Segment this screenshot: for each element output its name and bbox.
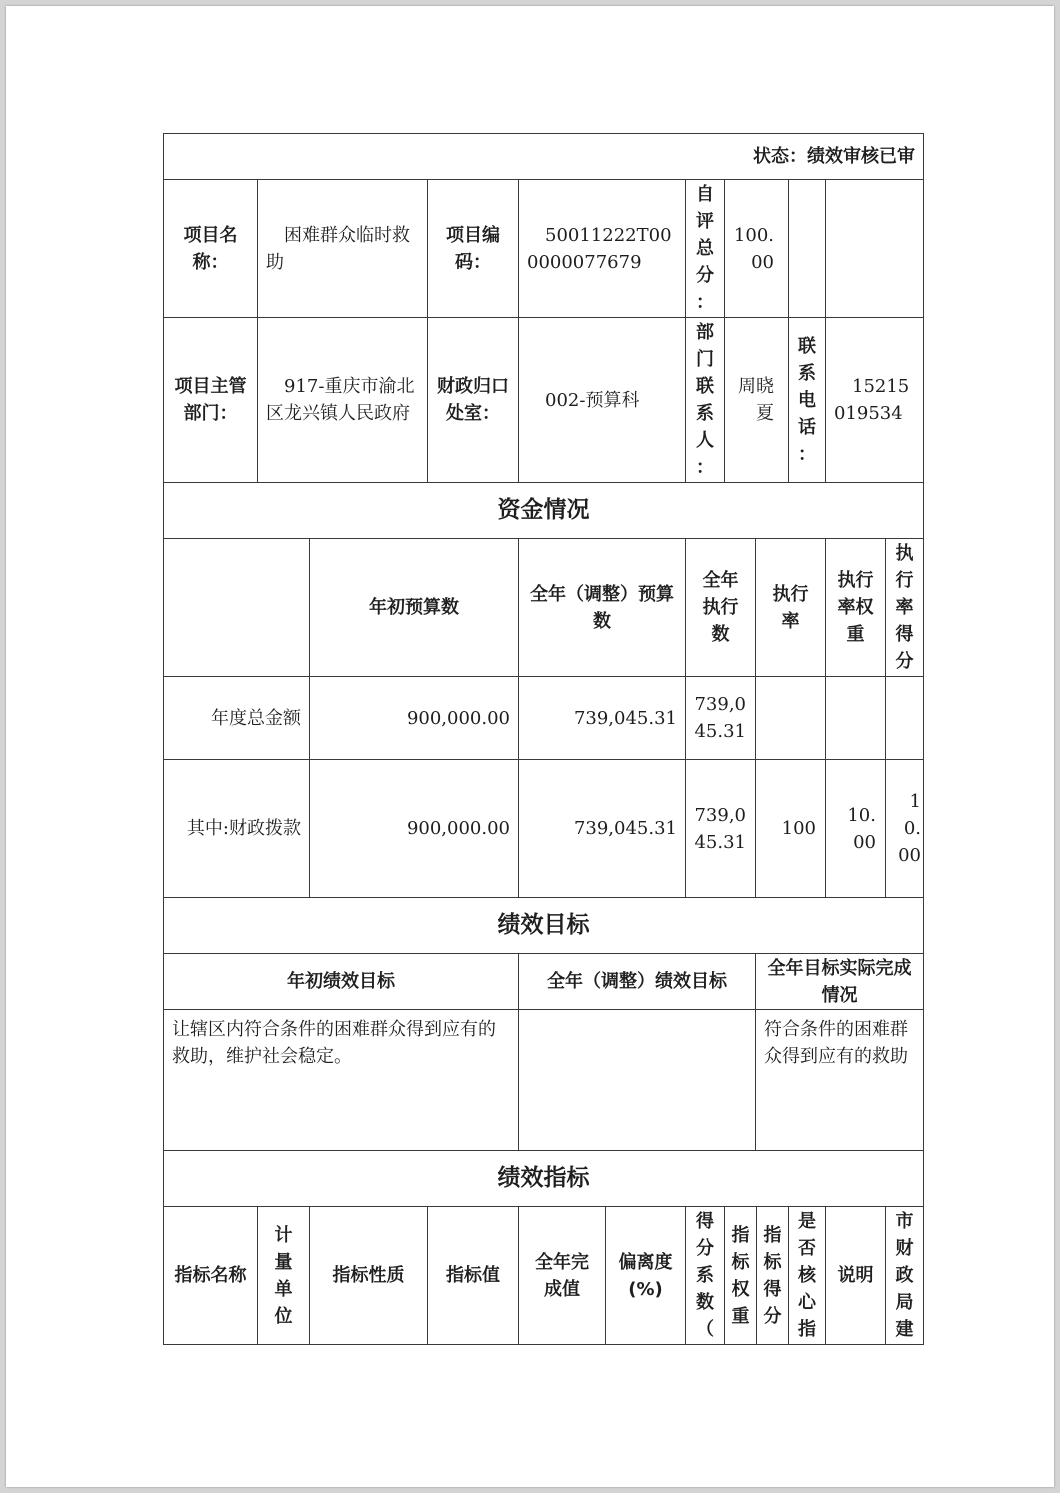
goals-initial-text: 让辖区内符合条件的困难群众得到应有的救助，维护社会稳定。 — [163, 1009, 519, 1151]
funds-row-total-rate — [755, 676, 826, 760]
funds-header-executed: 全年执行数 — [685, 538, 756, 677]
indicators-section-title: 绩效指标 — [163, 1150, 924, 1207]
funds-header-weight: 执行率权重 — [825, 538, 886, 677]
indicator-header-name: 指标名称 — [163, 1206, 258, 1345]
funds-row-fiscal-initial: 900,000.00 — [309, 759, 519, 898]
funds-row-total-score — [885, 676, 924, 760]
phone-value: 15215019534 — [825, 317, 924, 483]
funds-row-fiscal-weight: 10.00 — [825, 759, 886, 898]
phone-label: 联系电话： — [788, 317, 826, 483]
project-code-label: 项目编码： — [427, 179, 519, 318]
funds-row-fiscal-rate: 100 — [755, 759, 826, 898]
project-name-label: 项目名称： — [163, 179, 258, 318]
funds-row-total-initial: 900,000.00 — [309, 676, 519, 760]
finance-office-label: 财政归口处室： — [427, 317, 519, 483]
goals-actual-text: 符合条件的困难群众得到应有的救助 — [755, 1009, 924, 1151]
funds-row-fiscal-executed: 739,045.31 — [685, 759, 756, 898]
indicator-header-finance-suggestion: 市财政局建 — [885, 1206, 924, 1345]
funds-header-score: 执行率得分 — [885, 538, 924, 677]
indicator-header-nature: 指标性质 — [309, 1206, 428, 1345]
indicator-header-weight: 指标权重 — [724, 1206, 757, 1345]
indicator-header-deviation: 偏离度(%) — [605, 1206, 686, 1345]
contact-person-label: 部门联系人： — [685, 317, 725, 483]
funds-header-adjusted: 全年（调整）预算数 — [518, 538, 686, 677]
project-name-value: 困难群众临时救助 — [257, 179, 428, 318]
goals-header-actual: 全年目标实际完成情况 — [755, 953, 924, 1010]
funds-row-total-label: 年度总金额 — [163, 676, 310, 760]
status-row — [163, 133, 924, 180]
empty-cell — [788, 179, 826, 318]
finance-office-value: 002-预算科 — [518, 317, 686, 483]
contact-person-value: 周晓夏 — [724, 317, 789, 483]
goals-header-initial: 年初绩效目标 — [163, 953, 519, 1010]
indicator-header-unit: 计量单位 — [257, 1206, 310, 1345]
funds-row-fiscal-score: 10.00 — [885, 759, 924, 898]
goals-header-adjusted: 全年（调整）绩效目标 — [518, 953, 756, 1010]
indicator-header-value: 指标值 — [427, 1206, 519, 1345]
goals-adjusted-text — [518, 1009, 756, 1151]
funds-row-total-adjusted: 739,045.31 — [518, 676, 686, 760]
funds-header-empty — [163, 538, 310, 677]
indicator-header-score: 指标得分 — [756, 1206, 789, 1345]
department-label: 项目主管部门： — [163, 317, 258, 483]
funds-row-fiscal-adjusted: 739,045.31 — [518, 759, 686, 898]
funds-row-total-weight — [825, 676, 886, 760]
empty-cell — [825, 179, 924, 318]
funds-header-initial: 年初预算数 — [309, 538, 519, 677]
indicator-header-completed: 全年完成值 — [518, 1206, 606, 1345]
funds-row-fiscal-label: 其中:财政拨款 — [163, 759, 310, 898]
self-score-label: 自评总分： — [685, 179, 725, 318]
status-text: 状态：绩效审核已审 — [753, 146, 915, 167]
project-code-value: 50011222T000000077679 — [518, 179, 686, 318]
funds-row-total-executed: 739,045.31 — [685, 676, 756, 760]
indicator-header-core: 是否核心指 — [788, 1206, 826, 1345]
indicator-header-coefficient: 得分系数（ — [685, 1206, 725, 1345]
funds-section-title: 资金情况 — [163, 482, 924, 539]
indicator-header-note: 说明 — [825, 1206, 886, 1345]
self-score-value: 100.00 — [724, 179, 789, 318]
goals-section-title: 绩效目标 — [163, 897, 924, 954]
department-value: 917-重庆市渝北区龙兴镇人民政府 — [257, 317, 428, 483]
funds-header-rate: 执行率 — [755, 538, 826, 677]
